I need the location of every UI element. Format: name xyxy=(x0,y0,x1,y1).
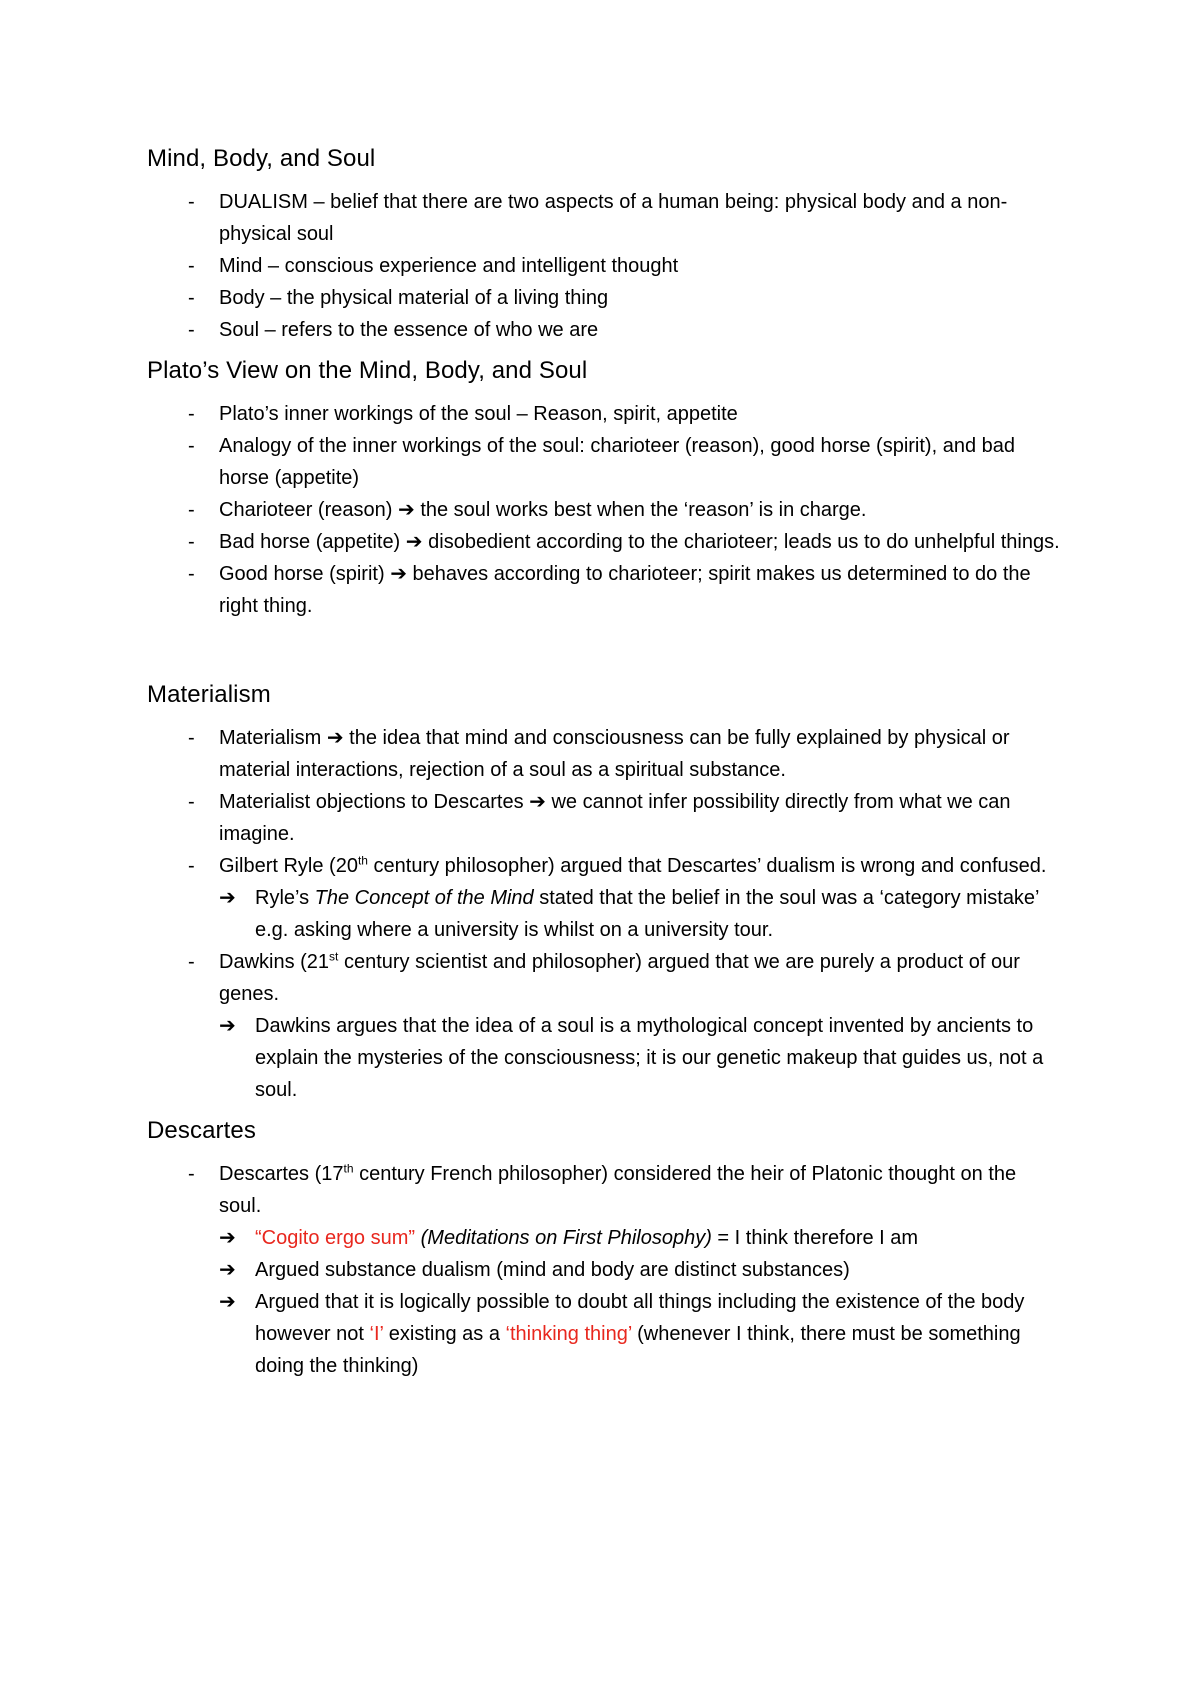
dash-bullet: - xyxy=(188,951,195,973)
superscript: th xyxy=(343,1161,354,1176)
item-text: Charioteer (reason) xyxy=(219,499,393,521)
arrow-right-bold-icon: ➔ xyxy=(219,1227,236,1249)
item-text: century philosopher) argued that Descartes’ dualism is wrong and confused. xyxy=(367,855,1047,877)
sub-list-item xyxy=(219,882,1060,946)
dash-bullet: - xyxy=(188,563,195,585)
item-text: Analogy of the inner workings of the soul: charioteer (reason), good horse (spirit), and bad horse (appetite) xyxy=(219,435,1015,489)
dash-bullet: - xyxy=(188,499,195,521)
sub-list xyxy=(219,1222,1060,1382)
item-text: Good horse (spirit) xyxy=(219,563,385,585)
spacer xyxy=(147,632,1060,680)
arrow-right-bold-icon: ➔ xyxy=(219,1291,236,1313)
arrow-right-icon: ➔ xyxy=(390,563,407,585)
item-text: (whenever I think, there must be something doing the thinking) xyxy=(255,1323,1021,1377)
highlight-red: ‘thinking thing’ xyxy=(505,1323,632,1345)
sub-list-item xyxy=(219,1286,1060,1382)
dash-bullet: - xyxy=(188,1163,195,1185)
item-text: Descartes (17 xyxy=(219,1163,344,1185)
sub-list xyxy=(219,882,1060,946)
list-item xyxy=(147,1158,1060,1382)
dash-bullet: - xyxy=(188,191,195,213)
item-text: Dawkins argues that the idea of a soul is a mythological concept invented by ancients to explain the mysteries of the consciousness; it is our genetic makeup that guides us, not a soul. xyxy=(255,1015,1044,1101)
list-item xyxy=(147,430,1060,494)
heading-descartes: Descartes xyxy=(147,1117,256,1144)
heading-plato-view: Plato’s View on the Mind, Body, and Soul xyxy=(147,357,588,384)
dash-bullet: - xyxy=(188,855,195,877)
list-materialism xyxy=(147,722,1060,1106)
item-text: Materialism xyxy=(219,727,322,749)
dash-bullet: - xyxy=(188,255,195,277)
dash-bullet: - xyxy=(188,531,195,553)
list-item xyxy=(147,850,1060,946)
list-item xyxy=(147,786,1060,850)
item-text: Materialist objections to Descartes xyxy=(219,791,524,813)
item-text: behaves according to charioteer; spirit makes us determined to do the right thing. xyxy=(219,563,1031,617)
item-text: Body – the physical material of a living thing xyxy=(219,287,609,309)
list-plato xyxy=(147,398,1060,622)
item-text: the soul works best when the ‘reason’ is in charge. xyxy=(420,499,867,521)
superscript: th xyxy=(357,853,368,868)
item-text: disobedient according to the charioteer; leads us to do unhelpful things. xyxy=(428,531,1060,553)
sub-list-item xyxy=(219,1254,1060,1286)
item-text: Argued substance dualism (mind and body are distinct substances) xyxy=(255,1259,850,1281)
item-text: Ryle’s xyxy=(255,887,315,909)
book-title: The Concept of the Mind xyxy=(314,887,534,909)
arrow-right-bold-icon: ➔ xyxy=(219,887,236,909)
heading-materialism: Materialism xyxy=(147,681,271,708)
quote-red: “Cogito ergo sum” xyxy=(255,1227,416,1249)
list-item xyxy=(147,558,1060,622)
list-item xyxy=(147,282,1060,314)
dash-bullet: - xyxy=(188,403,195,425)
item-text: we cannot infer possibility directly from what we can imagine. xyxy=(219,791,1011,845)
item-text: Mind – conscious experience and intelligent thought xyxy=(219,255,679,277)
item-text: Soul – refers to the essence of who we are xyxy=(219,319,599,341)
sub-list xyxy=(219,1010,1060,1106)
list-item xyxy=(147,314,1060,346)
list-item xyxy=(147,250,1060,282)
item-text: existing as a xyxy=(383,1323,506,1345)
arrow-right-icon: ➔ xyxy=(326,727,344,749)
item-text: = I think therefore I am xyxy=(711,1227,919,1249)
item-text: century scientist and philosopher) argued that we are purely a product of our genes. xyxy=(219,951,1020,1005)
list-item xyxy=(147,494,1060,526)
list-item xyxy=(147,398,1060,430)
item-text: Argued that it is logically possible to doubt all things including the existence of the body however not xyxy=(255,1291,1025,1345)
list-item xyxy=(147,946,1060,1106)
arrow-right-bold-icon: ➔ xyxy=(219,1015,236,1037)
dash-bullet: - xyxy=(188,319,195,341)
list-mind-body-soul xyxy=(147,186,1060,346)
heading-mind-body-soul: Mind, Body, and Soul xyxy=(147,145,376,172)
arrow-right-icon: ➔ xyxy=(405,531,423,553)
item-text: the idea that mind and consciousness can be fully explained by physical or material interactions, rejection of a soul as a spiritual substance. xyxy=(219,727,1010,781)
item-text: Dawkins (21 xyxy=(219,951,330,973)
arrow-right-icon: ➔ xyxy=(397,499,415,521)
item-text: Plato’s inner workings of the soul – Reason, spirit, appetite xyxy=(219,403,738,425)
item-text: Bad horse (appetite) xyxy=(219,531,401,553)
item-text: century French philosopher) considered the heir of Platonic thought on the soul. xyxy=(219,1163,1017,1217)
sub-list-item xyxy=(219,1010,1060,1106)
book-title: (Meditations on First Philosophy) xyxy=(420,1227,712,1249)
dash-bullet: - xyxy=(188,727,195,749)
list-item xyxy=(147,186,1060,250)
arrow-right-icon: ➔ xyxy=(529,791,546,813)
item-text: DUALISM – belief that there are two aspects of a human being: physical body and a non-physical soul xyxy=(219,191,1008,245)
superscript: st xyxy=(329,949,339,964)
dash-bullet: - xyxy=(188,791,195,813)
list-item xyxy=(147,722,1060,786)
list-descartes xyxy=(147,1158,1060,1382)
dash-bullet: - xyxy=(188,287,195,309)
item-text: Gilbert Ryle (20 xyxy=(219,855,358,877)
arrow-right-bold-icon: ➔ xyxy=(219,1259,236,1281)
highlight-red: ‘I’ xyxy=(369,1323,384,1345)
dash-bullet: - xyxy=(188,435,195,457)
list-item xyxy=(147,526,1060,558)
item-text: stated that the belief in the soul was a ‘category mistake’ e.g. asking where a university is whilst on a university tour. xyxy=(255,887,1039,941)
sub-list-item xyxy=(219,1222,1060,1254)
